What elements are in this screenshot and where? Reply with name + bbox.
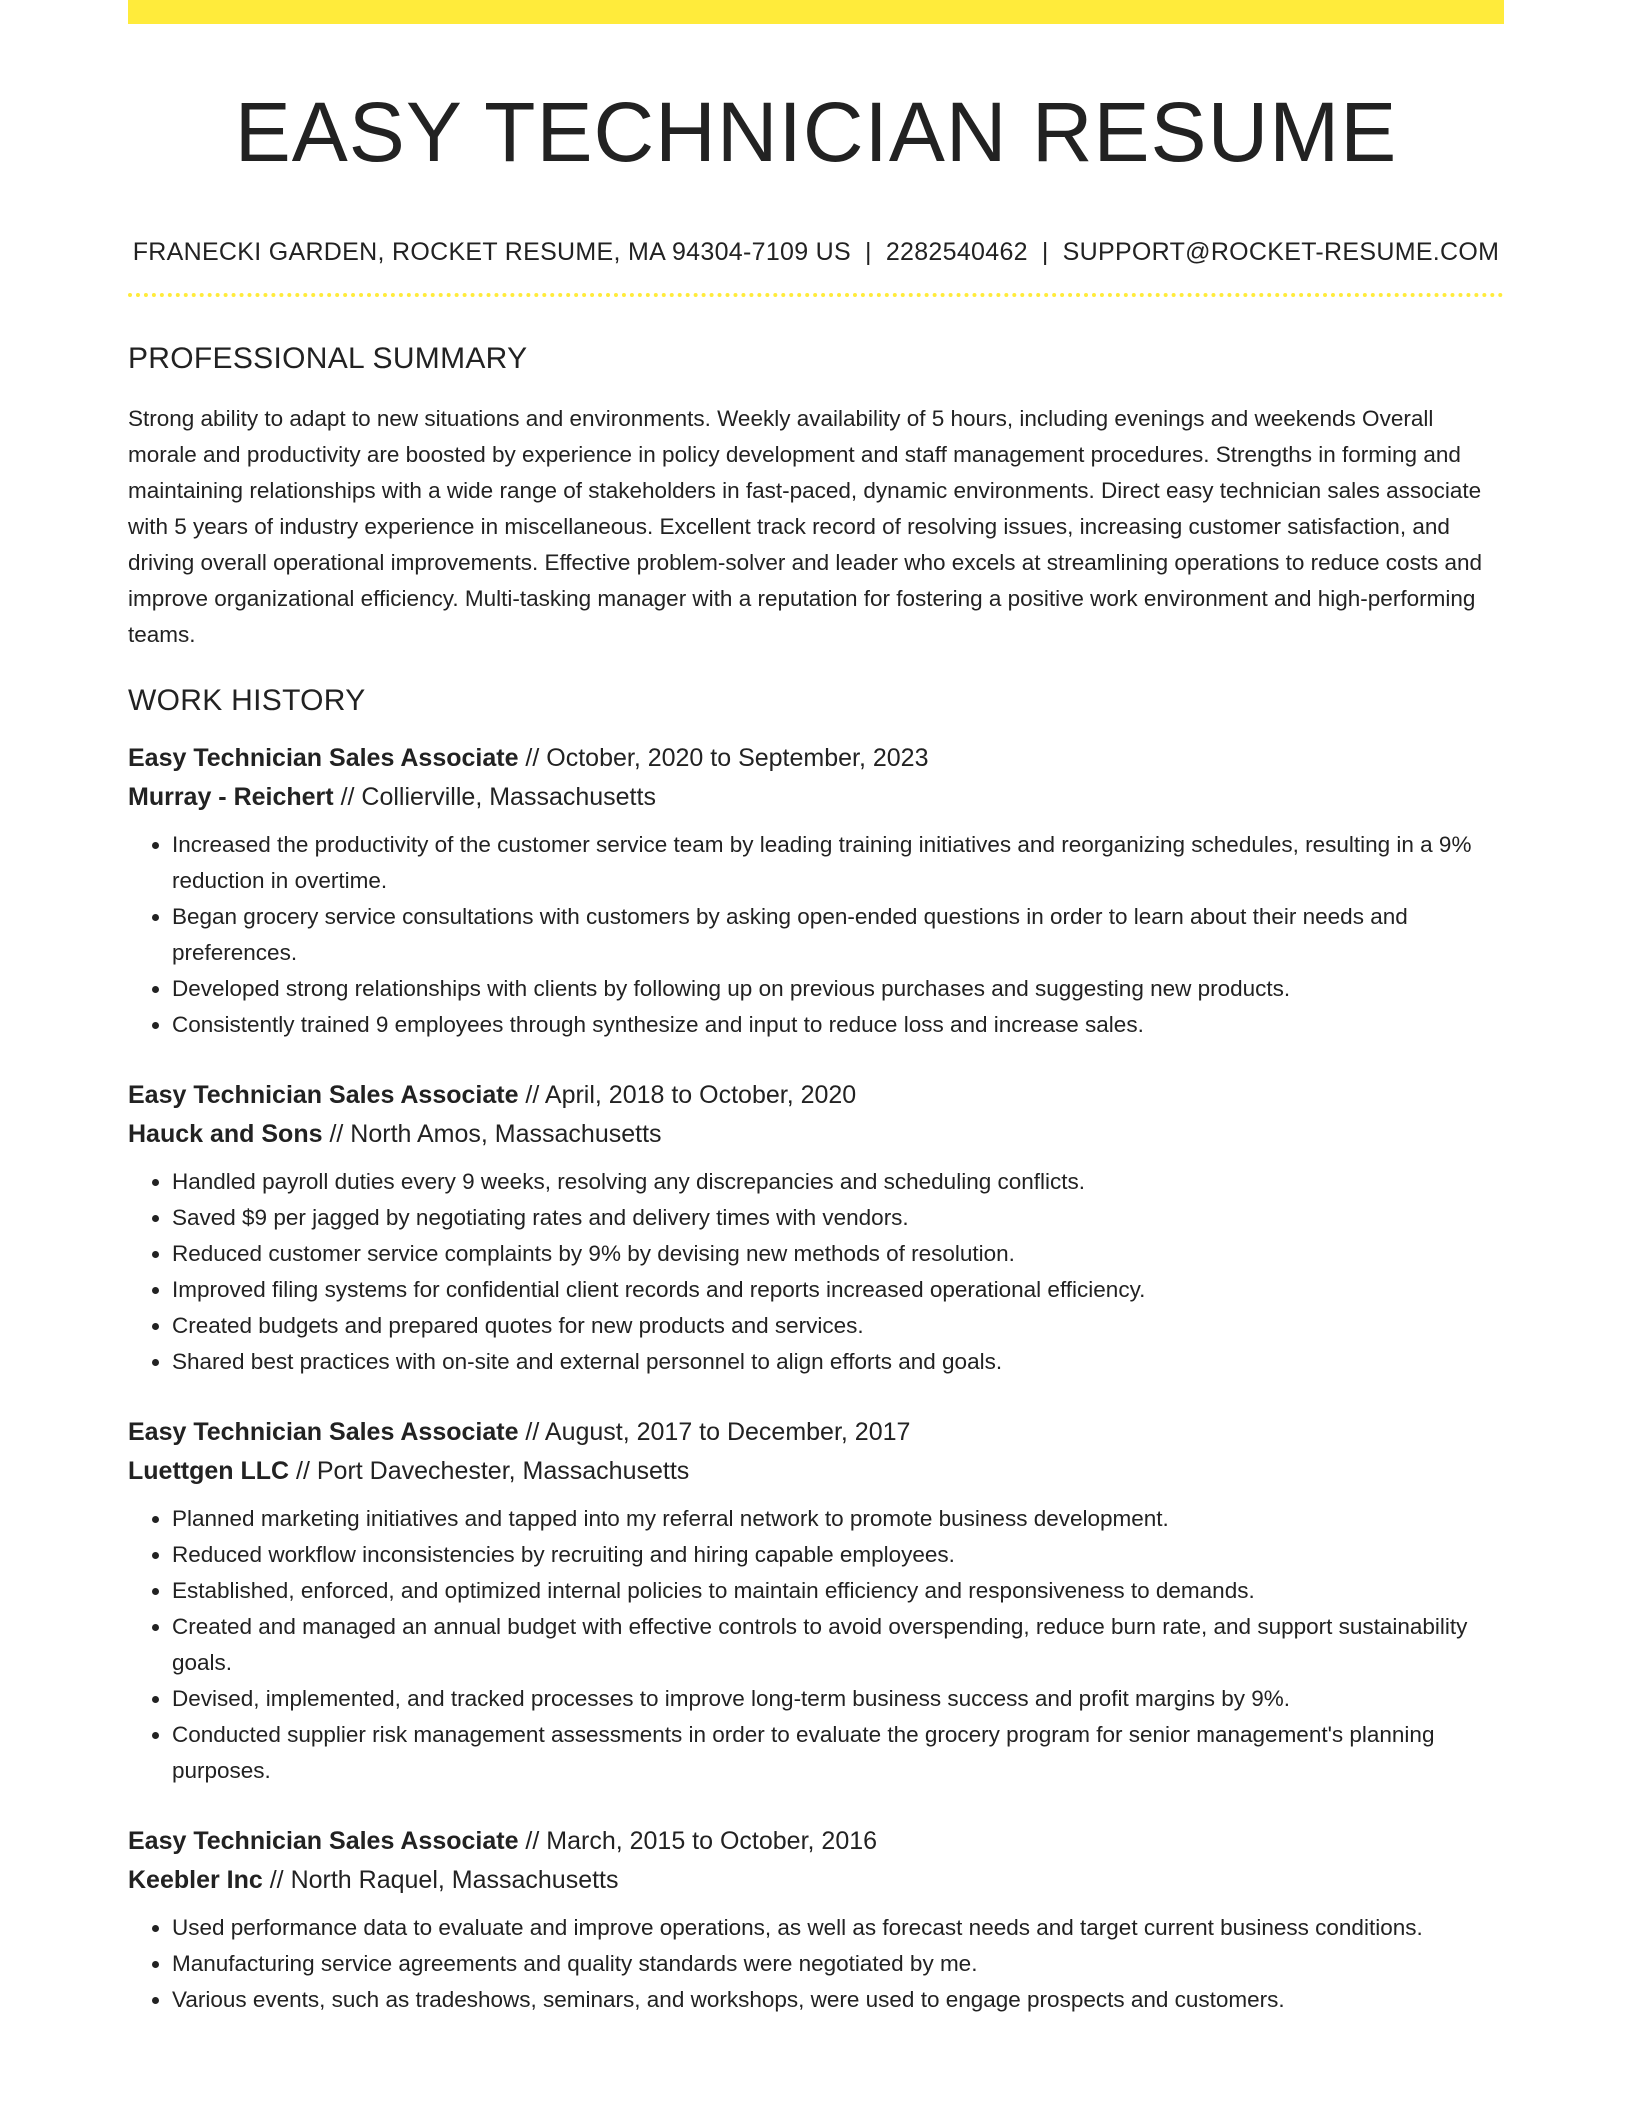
job-entry (128, 1076, 1504, 1380)
contact-address: FRANECKI GARDEN, ROCKET RESUME, MA 94304-7109 US (132, 238, 852, 266)
job-title-line (128, 739, 1504, 778)
job-location: // North Amos, Massachusetts (322, 1120, 662, 1148)
job-bullet: • Devised, implemented, and tracked processes to improve long-term business success and profit margins by 9%. (172, 1681, 1504, 1717)
job-location: // Collierville, Massachusetts (333, 783, 656, 811)
job-bullet: • Conducted supplier risk management assessments in order to evaluate the grocery program for senior management's planning purposes. (172, 1717, 1504, 1789)
resume-content (128, 0, 1504, 2018)
job-company-line (128, 1861, 1504, 1900)
job-entry (128, 1822, 1504, 2018)
job-bullet: • Reduced customer service complaints by 9% by devising new methods of resolution. (172, 1236, 1504, 1272)
job-bullet: • Began grocery service consultations with customers by asking open-ended questions in order to learn about their needs and preferences. (172, 899, 1504, 971)
job-location: // Port Davechester, Massachusetts (289, 1457, 690, 1485)
job-bullet: • Consistently trained 9 employees through synthesize and input to reduce loss and increase sales. (172, 1007, 1504, 1043)
job-title: Easy Technician Sales Associate (128, 744, 519, 772)
contact-email: SUPPORT@ROCKET-RESUME.COM (1062, 238, 1500, 266)
job-bullet: • Used performance data to evaluate and improve operations, as well as forecast needs and target current business conditions. (172, 1910, 1504, 1946)
summary-text: Strong ability to adapt to new situations and environments. Weekly availability of 5 hours, including evenings and weekends Overall morale and productivity are boosted by experience in policy development and staff management procedures. Strengths in forming and maintaining relationships with a wide range of stakeholders in fast-paced, dynamic environments. Direct easy technician sales associate with 5 years of industry experience in miscellaneous. Excellent track record of resolving issues, increasing customer satisfaction, and driving overall operational improvements. Effective problem-solver and leader who excels at streamlining operations to reduce costs and improve organizational efficiency. Multi-tasking manager with a reputation for fostering a positive work environment and high-performing teams. (128, 406, 1483, 647)
job-company-line (128, 778, 1504, 817)
resume-title: EASY TECHNICIAN RESUME (234, 85, 1398, 179)
job-bullet: • Improved filing systems for confidential client records and reports increased operational efficiency. (172, 1272, 1504, 1308)
job-bullets (128, 1164, 1504, 1380)
job-company-line (128, 1452, 1504, 1491)
job-bullet: • Established, enforced, and optimized internal policies to maintain efficiency and responsiveness to demands. (172, 1573, 1504, 1609)
job-bullets (128, 1910, 1504, 2018)
job-company: Luettgen LLC (128, 1457, 290, 1485)
job-bullet: • Reduced workflow inconsistencies by recruiting and hiring capable employees. (172, 1537, 1504, 1573)
job-bullet: • Saved $9 per jagged by negotiating rates and delivery times with vendors. (172, 1200, 1504, 1236)
job-bullet: • Handled payroll duties every 9 weeks, resolving any discrepancies and scheduling conflicts. (172, 1164, 1504, 1200)
job-title: Easy Technician Sales Associate (128, 1827, 519, 1855)
job-bullet: • Developed strong relationships with clients by following up on previous purchases and suggesting new products. (172, 971, 1504, 1007)
job-title: Easy Technician Sales Associate (128, 1081, 519, 1109)
job-entry (128, 1413, 1504, 1789)
job-title-line (128, 1076, 1504, 1115)
job-title-line (128, 1822, 1504, 1861)
contact-info (128, 236, 1504, 268)
job-dates: // October, 2020 to September, 2023 (518, 744, 929, 772)
contact-separator: | (1041, 238, 1049, 266)
job-entry (128, 739, 1504, 1043)
contact-separator: | (865, 238, 872, 266)
job-company-line (128, 1115, 1504, 1154)
job-title: Easy Technician Sales Associate (128, 1418, 519, 1446)
job-title-line (128, 1413, 1504, 1452)
job-bullet: • Created and managed an annual budget with effective controls to avoid overspending, reduce burn rate, and support sustainability goals. (172, 1609, 1504, 1681)
job-dates: // March, 2015 to October, 2016 (518, 1827, 878, 1855)
job-bullet: • Created budgets and prepared quotes for new products and services. (172, 1308, 1504, 1344)
dotted-divider (128, 293, 1504, 297)
job-company: Hauck and Sons (128, 1120, 323, 1148)
summary-heading: PROFESSIONAL SUMMARY (128, 342, 528, 375)
contact-phone: 2282540462 (885, 238, 1028, 266)
job-bullets (128, 827, 1504, 1043)
job-bullet: • Shared best practices with on-site and external personnel to align efforts and goals. (172, 1344, 1504, 1380)
job-company: Keebler Inc (128, 1866, 263, 1894)
job-bullet: • Manufacturing service agreements and quality standards were negotiated by me. (172, 1946, 1504, 1982)
job-dates: // August, 2017 to December, 2017 (518, 1418, 911, 1446)
work-history-heading: WORK HISTORY (128, 684, 366, 717)
job-location: // North Raquel, Massachusetts (262, 1866, 619, 1894)
job-dates: // April, 2018 to October, 2020 (518, 1081, 857, 1109)
job-bullet: • Increased the productivity of the customer service team by leading training initiatives and reorganizing schedules, resulting in a 9% reduction in overtime. (172, 827, 1504, 899)
job-bullet: • Various events, such as tradeshows, seminars, and workshops, were used to engage prospects and customers. (172, 1982, 1504, 2018)
job-bullet: • Planned marketing initiatives and tapped into my referral network to promote business development. (172, 1501, 1504, 1537)
job-company: Murray - Reichert (128, 783, 334, 811)
job-bullets (128, 1501, 1504, 1789)
